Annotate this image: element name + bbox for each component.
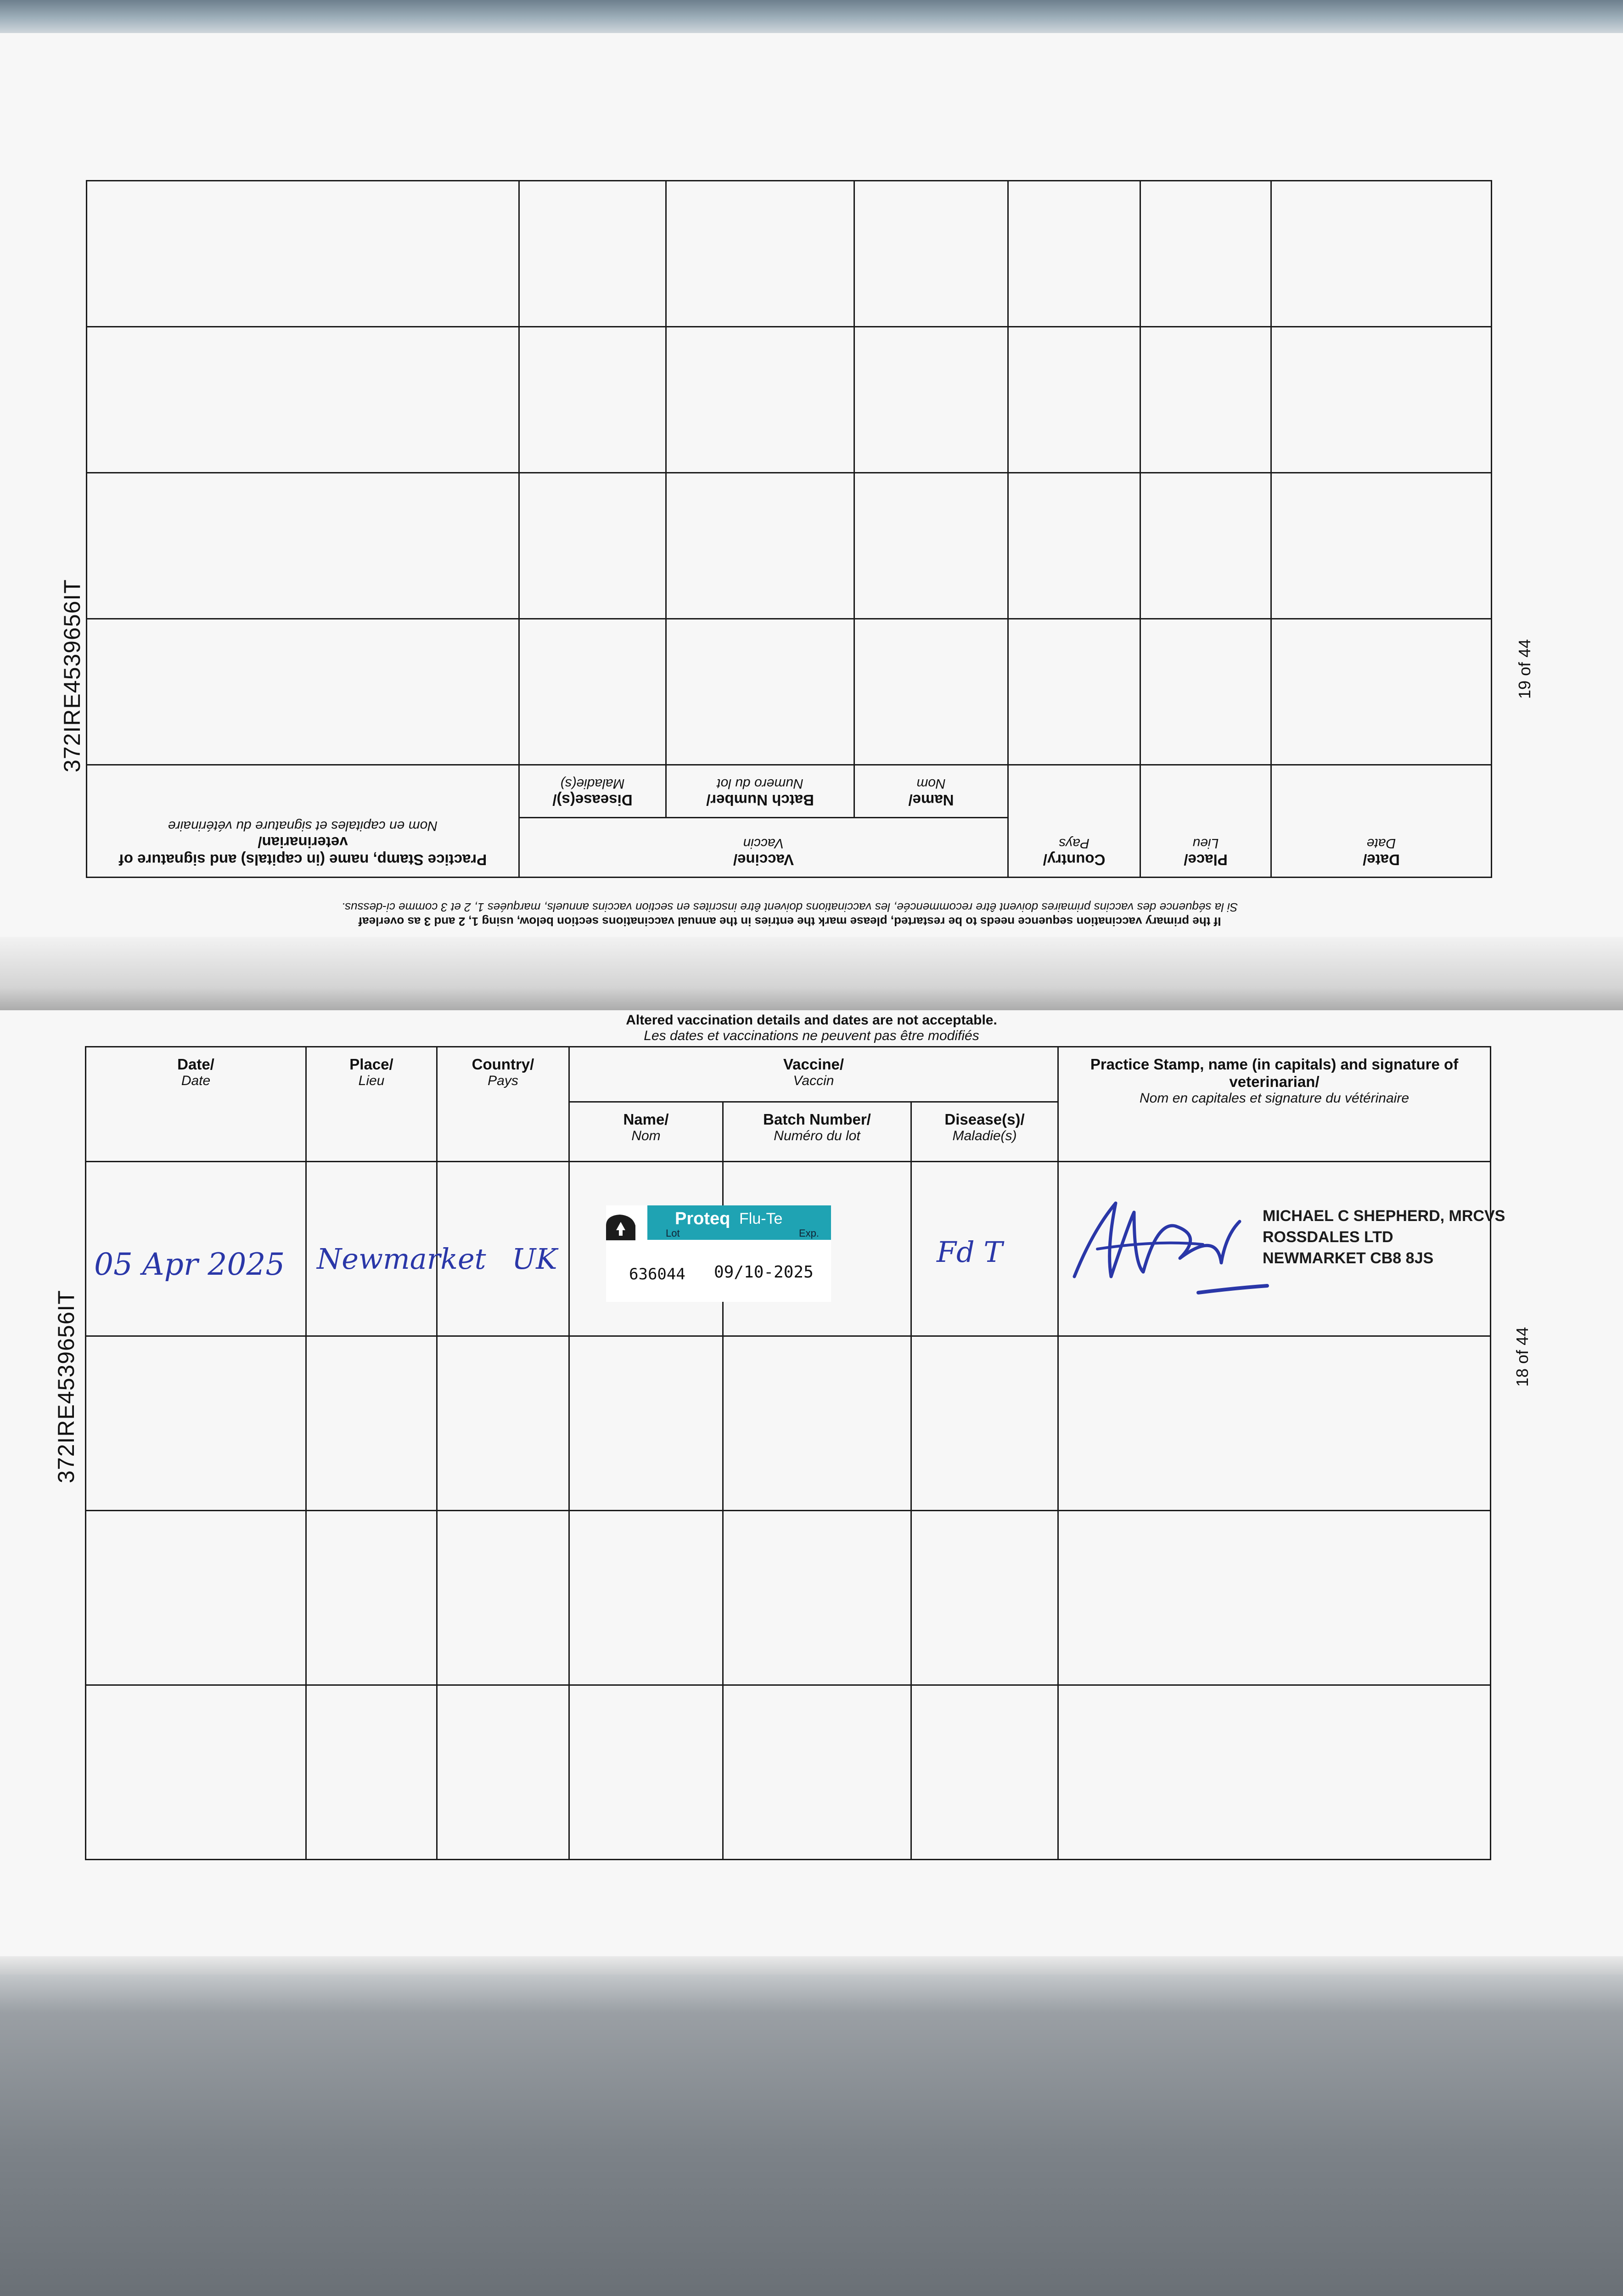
entry-place: Newmarket [317, 1242, 486, 1276]
stamp-line-1: MICHAEL C SHEPHERD, MRCVS [1263, 1207, 1505, 1225]
header-batch: Batch Number/ Numéro du lot [723, 1102, 911, 1162]
top-table-row [86, 473, 1491, 619]
top-header-name: Name/ Nom [854, 765, 1008, 818]
top-header-date: Date/ Date [1271, 765, 1492, 878]
top-table-row [86, 619, 1491, 765]
top-header-disease: Disease(s)/ Maladie(s) [519, 765, 666, 818]
page-number-top: 19 of 44 [1515, 639, 1534, 699]
table-row [86, 1511, 1491, 1685]
instruction-fr: Si la séquence des vaccins primaires doivent être recommencée, les vaccinations doivent être inscrites en section vaccins annuels, marquées 1, 2 et 3 comme ci-dessus. [341, 900, 1238, 914]
sticker-brand: Proteq [675, 1209, 730, 1228]
entry-country: UK [512, 1242, 557, 1276]
top-instruction [87, 900, 1492, 929]
top-header-batch: Batch Number/ Numero du lot [666, 765, 854, 818]
bottom-vaccination-table [85, 1046, 1491, 1860]
stamp-line-2: ROSSDALES LTD [1263, 1228, 1393, 1246]
table-row [86, 1685, 1491, 1860]
top-header-place: Place/ Lieu [1140, 765, 1271, 878]
sticker-lot-label: Lot [666, 1227, 680, 1239]
top-vaccination-table [86, 180, 1492, 878]
veterinarian-signature [1065, 1194, 1276, 1304]
bottom-notice-en: Altered vaccination details and dates are not acceptable. [626, 1013, 997, 1028]
practice-stamp [1263, 1205, 1505, 1269]
page-19 [0, 33, 1623, 938]
header-stamp: Practice Stamp, name (in capitals) and signature of veterinarian/ Nom en capitales et signature du vétérinaire [1058, 1047, 1491, 1162]
table-row [86, 1336, 1491, 1511]
instruction-en: If the primary vaccination sequence needs to be restarted, please mark the entries in the annual vaccinations section below, using 1, 2 and 3 as overleaf [358, 915, 1221, 929]
vaccine-sticker [606, 1205, 831, 1302]
header-vaccine: Vaccine/ Vaccin [569, 1047, 1058, 1102]
id-code-bottom: 372IRE4539656IT [53, 1290, 79, 1483]
header-date: Date/ Date [86, 1047, 306, 1162]
entry-expiry: 09/10-2025 [714, 1263, 814, 1282]
top-header-stamp: Practice Stamp, name (in capitals) and signature of veterinarian/ Nom en capitales et signature du vétérinaire [86, 765, 519, 878]
top-table-row [86, 327, 1491, 473]
sticker-exp-label: Exp. [799, 1227, 820, 1239]
top-table-row [86, 181, 1491, 327]
top-header-country: Country/ Pays [1008, 765, 1140, 878]
header-place: Place/ Lieu [306, 1047, 437, 1162]
sticker-product: Flu-Te [739, 1210, 783, 1227]
stamp-line-3: NEWMARKET CB8 8JS [1263, 1249, 1434, 1267]
id-code-top: 372IRE4539656IT [59, 579, 85, 772]
vaccine-logo-icon [606, 1212, 638, 1240]
scan-edge-bottom [0, 1975, 1623, 2296]
upside-down-block [87, 139, 1492, 965]
scan-edge-top [0, 0, 1623, 33]
top-header-vaccine: Vaccine/ Vaccin [519, 818, 1008, 878]
header-name: Name/ Nom [569, 1102, 723, 1162]
header-disease: Disease(s)/ Maladie(s) [911, 1102, 1058, 1162]
entry-disease: Fd T [937, 1235, 1003, 1269]
bottom-notice-fr: Les dates et vaccinations ne peuvent pas être modifiés [644, 1028, 979, 1043]
bottom-notice [0, 1013, 1623, 1044]
entry-batch-number: 636044 [629, 1265, 685, 1283]
page-number-bottom: 18 of 44 [1513, 1327, 1532, 1387]
header-country: Country/ Pays [437, 1047, 569, 1162]
entry-date: 05 Apr 2025 [94, 1247, 285, 1282]
